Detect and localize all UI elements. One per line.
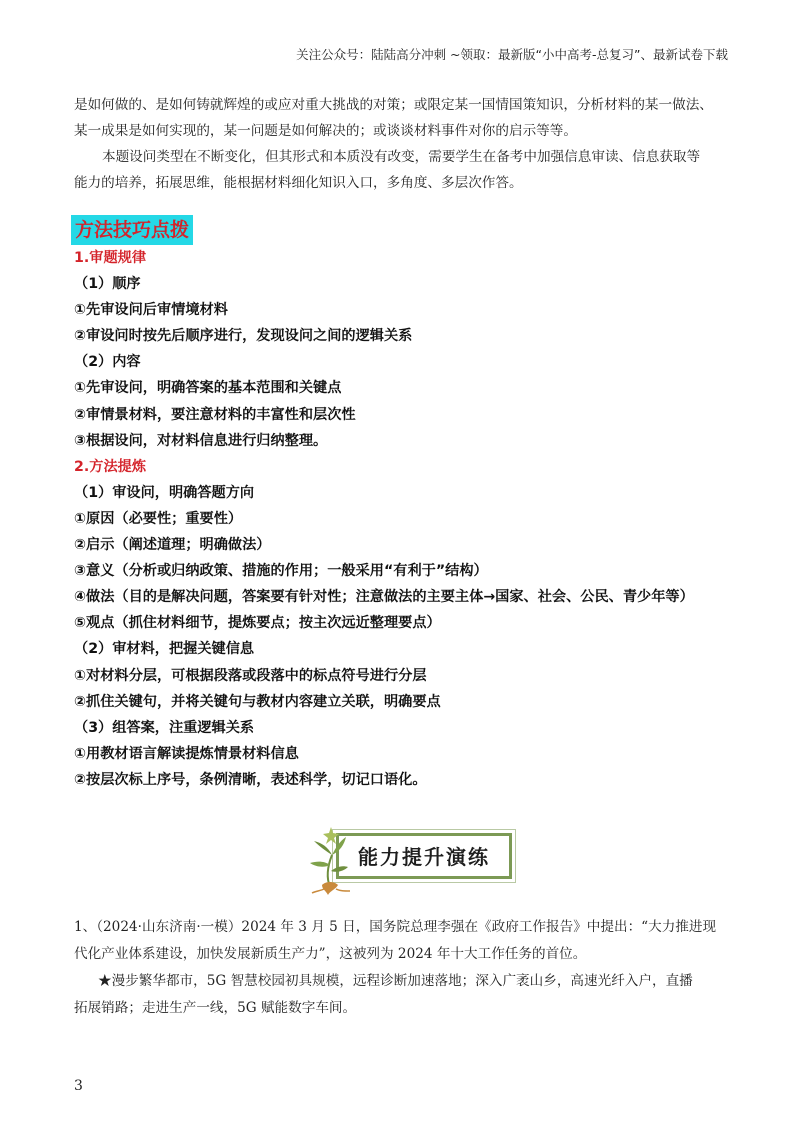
intro-line: 某一成果是如何实现的，某一问题是如何解决的；或谈谈材料事件对你的启示等等。	[74, 123, 577, 139]
intro-line: 能力的培养，拓展思维，能根据材料细化知识入口，多角度、多层次作答。	[74, 175, 523, 191]
exercise-question-1	[74, 914, 744, 1022]
outline-item: ②抓住关键句，并将关键句与教材内容建立关联，明确要点	[74, 693, 441, 710]
intro-paragraphs	[74, 92, 734, 196]
outline-heading: 2.方法提炼	[74, 458, 147, 475]
banner-frame	[336, 833, 512, 879]
outline-item: ②启示（阐述道理；明确做法）	[74, 537, 271, 554]
outline-item: ①先审设问，明确答案的基本范围和关键点	[74, 380, 342, 397]
page-number: 3	[74, 1078, 83, 1094]
outline-item: ②审情景材料，要注意材料的丰富性和层次性	[74, 406, 356, 423]
exercise-line: 拓展销路；走进生产一线，5G 赋能数字车间。	[74, 1000, 357, 1016]
outline-item: ③根据设问，对材料信息进行归纳整理。	[74, 432, 328, 449]
exercise-line: 1、（2024·山东济南·一模）2024 年 3 月 5 日，国务院总理李强在《政府工作报告》中提出：“大力推进现	[74, 919, 717, 935]
ginseng-plant-icon	[300, 825, 360, 895]
exercise-line: 代化产业体系建设，加快发展新质生产力”，这被列为 2024 年十大工作任务的首位。	[74, 946, 587, 962]
outline-item: （1）顺序	[74, 276, 141, 293]
method-outline	[74, 245, 754, 793]
outline-item: （2）内容	[74, 354, 141, 371]
outline-item: ①原因（必要性；重要性）	[74, 510, 243, 527]
exercise-banner	[300, 825, 520, 887]
outline-item: ②按层次标上序号，条例清晰，表述科学，切记口语化。	[74, 771, 427, 788]
exercise-line: ★漫步繁华都市，5G 智慧校园初具规模，远程诊断加速落地；深入广袤山乡，高速光纤入户，直播	[98, 973, 693, 989]
outline-item: ⑤观点（抓住材料细节，提炼要点；按主次远近整理要点）	[74, 615, 441, 632]
outline-item: ①用教材语言解读提炼情景材料信息	[74, 745, 299, 762]
intro-line: 本题设问类型在不断变化，但其形式和本质没有改变，需要学生在备考中加强信息审读、信息获取等	[102, 149, 701, 165]
page-header: 关注公众号：陆陆高分冲刺 ~领取：最新版“小中高考-总复习”、最新试卷下载	[296, 47, 728, 62]
intro-line: 是如何做的、是如何铸就辉煌的或应对重大挑战的对策；或限定某一国情国策知识，分析材料的某一做法、	[74, 97, 713, 113]
outline-item: ②审设问时按先后顺序进行，发现设问之间的逻辑关系	[74, 328, 413, 345]
outline-item: ④做法（目的是解决问题，答案要有针对性；注意做法的主要主体→国家、社会、公民、青少年等）	[74, 589, 694, 606]
outline-heading: 1.审题规律	[74, 250, 147, 266]
banner-title: 能力提升演练	[358, 845, 490, 869]
outline-item: ①先审设问后审情境材料	[74, 302, 228, 319]
outline-item: （2）审材料，把握关键信息	[74, 641, 255, 658]
method-section-title: 方法技巧点拨	[71, 215, 193, 245]
outline-item: （3）组答案，注重逻辑关系	[74, 719, 255, 736]
outline-item: ③意义（分析或归纳政策、措施的作用；一般采用“有利于”结构）	[74, 563, 488, 580]
outline-item: ①对材料分层，可根据段落或段落中的标点符号进行分层	[74, 667, 427, 684]
outline-item: （1）审设问，明确答题方向	[74, 484, 255, 501]
